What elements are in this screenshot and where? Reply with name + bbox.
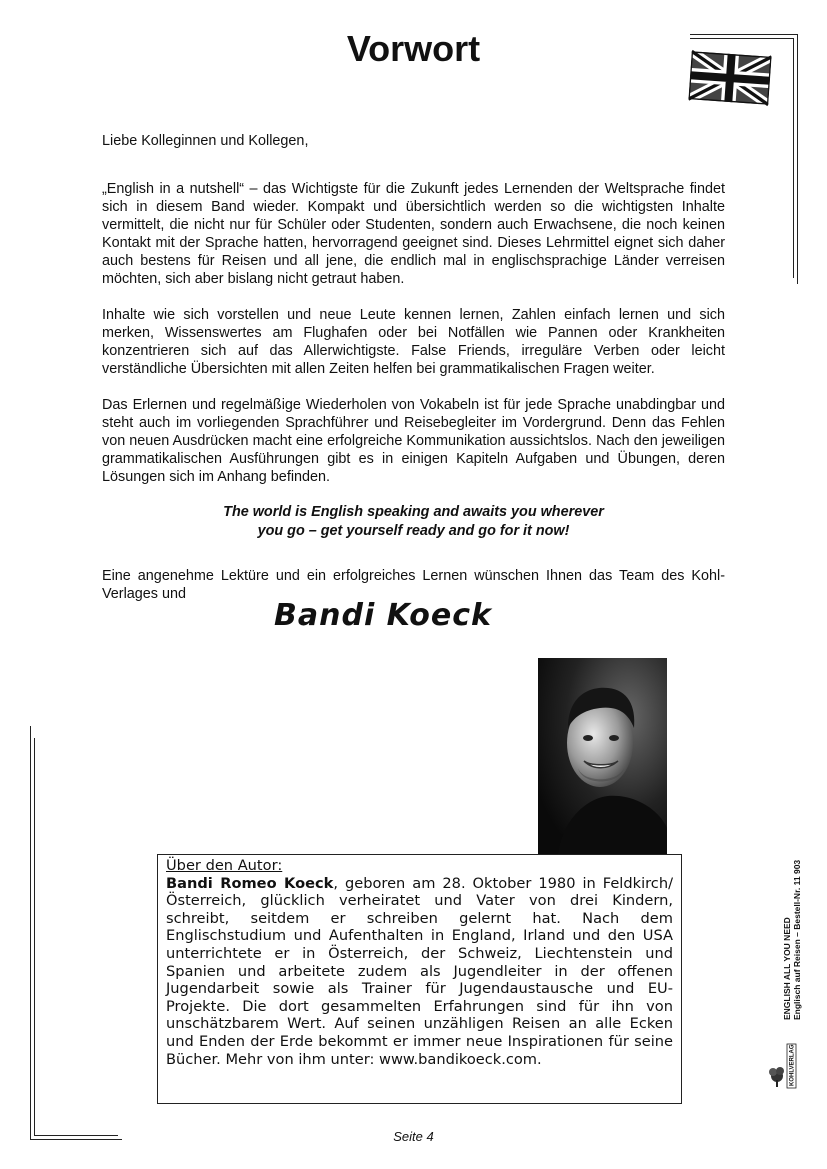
publisher-side-label	[782, 860, 802, 1020]
bio-heading: Über den Autor:	[166, 857, 283, 874]
kohl-verlag-tree-logo	[767, 1042, 799, 1090]
closing-text: Eine angenehme Lektüre und ein erfolgreiches Lernen wünschen Ihnen das Team des Kohl-Verlages und	[102, 568, 725, 603]
motto-quote-line-2: you go – get yourself ready and go for it now!	[257, 523, 570, 539]
bio-text: , geboren am 28. Oktober 1980 in Feldkirch/Österreich, glücklich verheiratet und Vater von drei Kindern, schreibt, seitdem er schreiben gelernt hat. Nach dem Englischstudium und Aufenthalten in England, Irland und den USA unterrichtete er in Österreich, der Schweiz, Liechtenstein und Spanien und arbeitete zudem als Jugendleiter in der offenen Jugendarbeit sowie als Trainer für Jugendaustausche und EU-Projekte. Die dort gesammelten Erfahrungen sind für ihn von unschätzbarem Wert. Auf seinen unzähligen Reisen an alle Ecken und Enden der Erde bekommt er immer neue Inspirationen für seine Bücher. Mehr von ihm unter: www.bandikoeck.com.	[166, 874, 673, 1068]
paragraph-vocabulary	[102, 396, 725, 486]
paragraph-text: Inhalte wie sich vorstellen und neue Leute kennen lernen, Zahlen einfach lernen und sich merken, Wissenswertes am Flughafen oder bei Notfällen wie Pannen oder Krankheiten konzentrieren sich auf das Allerwichtigste. False Friends, irreguläre Verben oder leicht verständliche Übersichten mit allen Zeiten helfen bei grammatikalischen Fragen weiter.	[102, 307, 725, 377]
frame-line-top-right-vertical-inner	[793, 38, 794, 278]
page-title: Vorwort	[346, 28, 481, 69]
greeting: Liebe Kolleginnen und Kollegen,	[102, 133, 309, 150]
paragraph-text: Das Erlernen und regelmäßige Wiederholen von Vokabeln ist für jede Sprache unabdingbar und steht auch im vorliegenden Sprachführer und Reisebegleiter im Vordergrund. Denn das Fehlen von neuen Ausdrücken macht eine erfolgreiche Kommunikation aussichtslos. Nach den jeweiligen grammatikalischen Ausführungen gibt es in einigen Kapiteln Aufgaben und Übungen, deren Lösungen sich im Anhang befinden.	[102, 397, 725, 485]
motto-quote-line-1: The world is English speaking and awaits you wherever	[223, 504, 604, 520]
paragraph-intro	[102, 180, 725, 288]
frame-line-top-right-horizontal	[690, 34, 797, 35]
bio-author-name: Bandi Romeo Koeck	[166, 874, 334, 892]
motto-quote	[102, 503, 725, 541]
frame-line-bottom-left-vertical-inner	[34, 738, 35, 1136]
logo-text: KOHLVERLAG	[789, 1044, 796, 1086]
page-number: Seite 4	[393, 1129, 434, 1144]
frame-line-top-right-vertical	[797, 34, 798, 284]
paragraph-contents	[102, 306, 725, 378]
author-signature: Bandi Koeck	[274, 598, 492, 633]
uk-flag-icon	[688, 49, 771, 106]
paragraph-text: „English in a nutshell“ – das Wichtigste für die Zukunft jedes Lernenden der Weltsprache findet sich in diesem Band wieder. Kompakt und übersichtlich werden so die wichtigsten Inhalte vermittelt, die nicht nur für Schüler oder Studenten, sondern auch Erwachsene, die noch keinen Kontakt mit der Sprache hatten, hervorragend geeignet sind. Dieses Lehrmittel eignet sich daher auch bestens für Reisen und all jene, die endlich mal in englischsprachige Länder verreisen möchten, sich aber bislang nicht getraut haben.	[102, 181, 725, 287]
frame-line-bottom-left-vertical	[30, 726, 31, 1140]
side-label-order-number: Englisch auf Reisen – Bestell-Nr. 11 903	[792, 859, 802, 1020]
author-portrait-photo	[538, 658, 667, 854]
author-bio-box	[157, 854, 682, 1104]
side-label-title: ENGLISH ALL YOU NEED	[782, 917, 792, 1020]
frame-line-top-right-horizontal-inner	[690, 38, 793, 39]
